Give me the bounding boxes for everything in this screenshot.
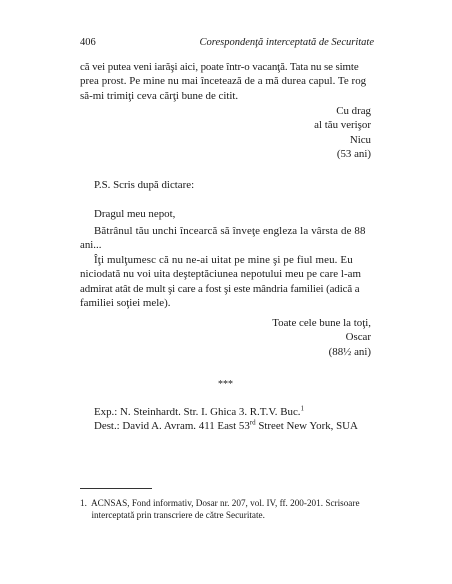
text-line: niciodată nu voi uita deşteptăciunea nepotului meu pe care l-am — [80, 268, 362, 281]
text-line: Bătrânul tău unchi încearcă să înveţe engleza la vârsta de 88 — [94, 225, 366, 237]
signoff-oscar — [272, 316, 371, 359]
addresses — [94, 405, 374, 434]
recipient-text-end: Street New York, SUA — [255, 420, 358, 433]
text-line: prea prost. Pe mine nu mai încetează de a mă durea capul. Te rog — [80, 75, 367, 88]
footnote-ref: 1 — [300, 404, 304, 413]
signoff-line: Cu drag — [336, 105, 371, 117]
ordinal-suffix: rd — [249, 418, 256, 427]
footnote — [80, 497, 371, 521]
recipient-text: Dest.: David A. Avram. 411 East 53 — [94, 420, 250, 433]
letter-nicu-text — [80, 60, 371, 103]
letter-oscar-greeting — [94, 207, 385, 221]
signoff-line: (88½ ani) — [328, 345, 371, 358]
text-line: ani... — [80, 239, 102, 252]
running-head: Corespondenţă interceptată de Securitate — [199, 37, 374, 48]
signoff-line: Oscar — [345, 331, 371, 344]
sender-text: Exp.: N. Steinhardt. Str. I. Ghica 3. R.T.V. Buc. — [94, 406, 301, 418]
signoff-line: (53 ani) — [336, 148, 371, 161]
text-line: că vei putea veni iarăşi aici, poate într-o vacanţă. Tata nu se simte — [80, 61, 359, 73]
postscript — [94, 178, 385, 192]
postscript-text: P.S. Scris după dictare: — [94, 179, 195, 191]
page-number: 406 — [80, 37, 96, 48]
page-header — [80, 37, 374, 51]
signoff-line: al tău verişor — [314, 119, 371, 132]
sender-line — [94, 405, 374, 419]
signoff-line: Toate cele bune la toţi, — [272, 317, 371, 329]
footnote-line: 1. ACNSAS, Fond informativ, Dosar nr. 207, vol. IV, ff. 200-201. Scrisoare — [80, 498, 360, 508]
letter-oscar-text — [80, 224, 371, 310]
greeting: Dragul meu nepot, — [94, 208, 176, 220]
signoff-line: Nicu — [349, 133, 371, 146]
signoff-nicu — [314, 104, 371, 162]
text-line: să-mi trimiţi ceva cărţi bune de citit. — [80, 89, 239, 102]
recipient-line — [94, 419, 374, 433]
text-line: familiei soţiei mele). — [80, 297, 171, 310]
footnote-divider — [80, 488, 152, 489]
text-line: admirat atât de mult şi care a fost şi este mândria familiei (adică a — [80, 282, 360, 295]
section-separator: *** — [218, 379, 233, 390]
footnote-line: interceptată prin transcriere de către Securitate. — [80, 510, 265, 520]
text-line: Îţi mulţumesc că nu ne-ai uitat pe mine şi pe fiul meu. Eu — [94, 253, 353, 266]
